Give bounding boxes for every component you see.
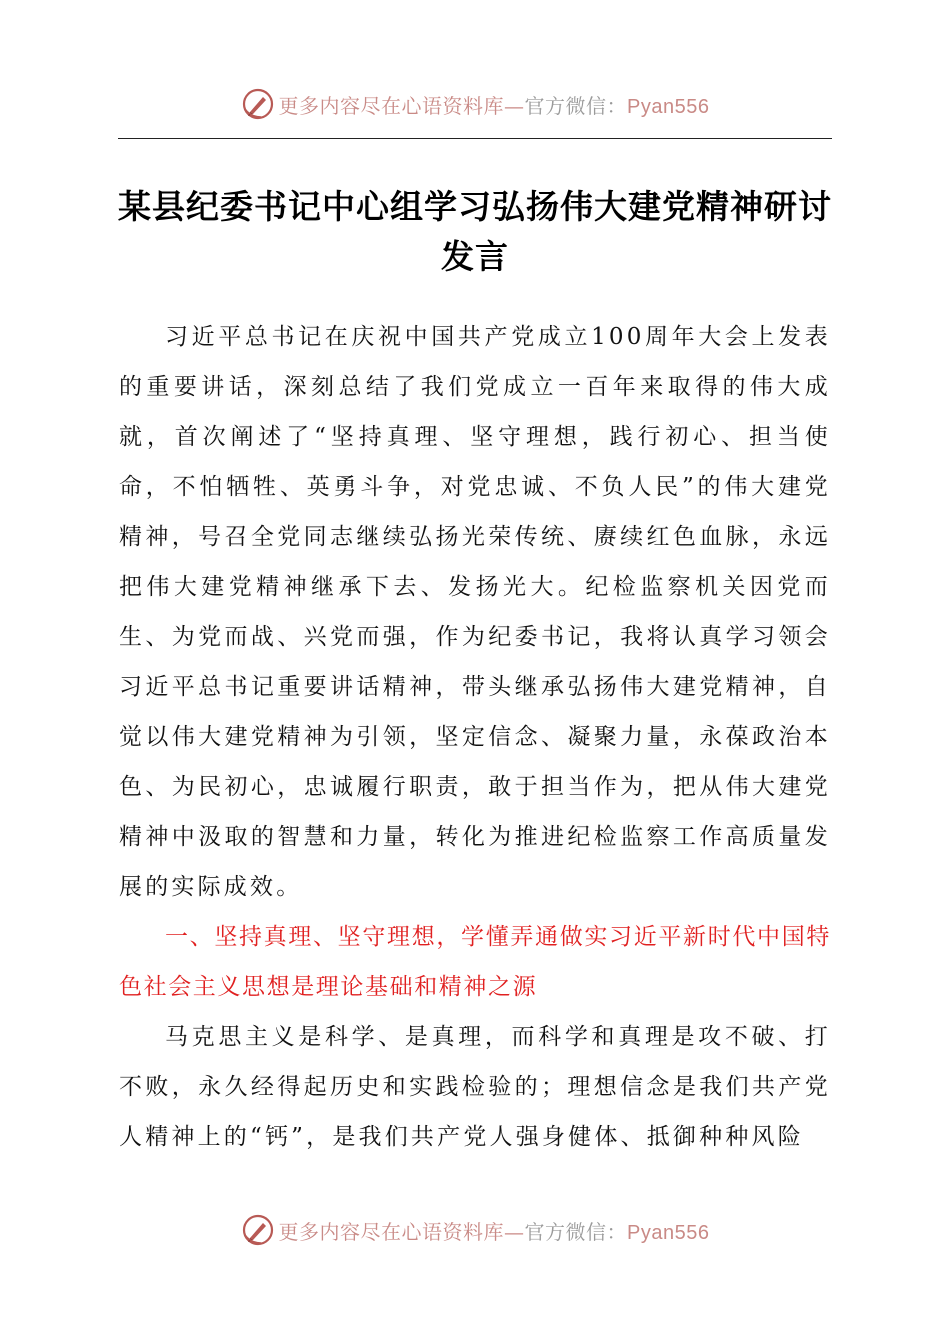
section-paragraph: 马克思主义是科学、是真理，而科学和真理是攻不破、打不败，永久经得起历史和实践检验的；理想信念是我们共产党人精神上的“钙”，是我们共产党人强身健体、抵御种种风险 (119, 1024, 831, 1150)
watermark-text: 更多内容尽在心语资料库—官方微信：Pyan556 (278, 1219, 710, 1244)
header-watermark (0, 86, 950, 122)
document-body (119, 312, 831, 1162)
footer-watermark (0, 1212, 950, 1248)
watermark-text: 更多内容尽在心语资料库—官方微信：Pyan556 (278, 93, 710, 118)
pen-nib-logo-icon (241, 87, 275, 121)
document-title: 某县纪委书记中心组学习弘扬伟大建党精神研讨发言 (118, 187, 832, 277)
intro-paragraph: 习近平总书记在庆祝中国共产党成立100周年大会上发表的重要讲话，深刻总结了我们党成立一百年来取得的伟大成就，首次阐述了“坚持真理、坚守理想，践行初心、担当使命，不怕牺牲、英勇斗争，对党忠诚、不负人民”的伟大建党精神，号召全党同志继续弘扬光荣传统、赓续红色血脉，永远把伟大建党精神继承下去、发扬光大。纪检监察机关因党而生、为党而战、兴党而强，作为纪委书记，我将认真学习领会习近平总书记重要讲话精神，带头继承弘扬伟大建党精神，自觉以伟大建党精神为引领，坚定信念、凝聚力量，永葆政治本色、为民初心，忠诚履行职责，敢于担当作为，把从伟大建党精神中汲取的智慧和力量，转化为推进纪检监察工作高质量发展的实际成效。 (119, 324, 831, 900)
header-divider (118, 138, 832, 139)
section-heading: 一、坚持真理、坚守理想，学懂弄通做实习近平新时代中国特色社会主义思想是理论基础和精神之源 (119, 924, 831, 1000)
pen-nib-logo-icon (241, 1213, 275, 1247)
